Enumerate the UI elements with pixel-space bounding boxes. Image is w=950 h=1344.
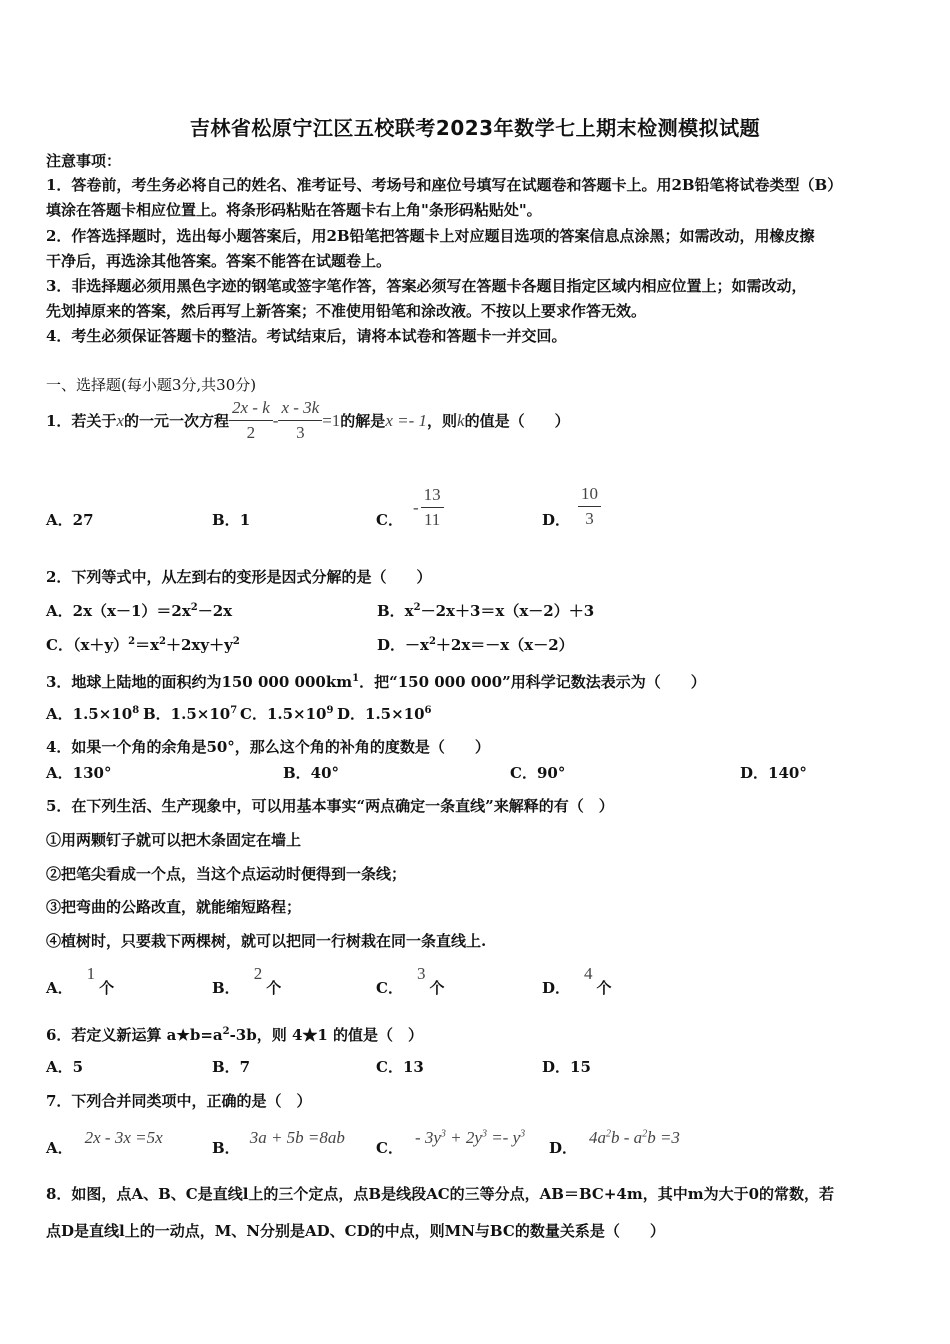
option-c: C．$(x+y)^2=x^2+2xy+y^2$ xyxy=(46,636,240,654)
list-item: ④植树时，只要栽下两棵树，就可以把同一行树栽在同一条直线上. xyxy=(46,932,487,950)
list-item: ①用两颗钉子就可以把木条固定在墙上 xyxy=(46,831,302,849)
question-8-line: 点D是直线l上的一动点，M、N分别是AD、CD的中点，则MN与BC的数量关系是（ ） xyxy=(46,1222,665,1240)
question-2-stem: 2．下列等式中，从左到右的变形是因式分解的是（ ） xyxy=(46,568,432,586)
notice-line: 先划掉原来的答案，然后再写上新答案；不准使用铅笔和涂改液。不按以上要求作答无效。 xyxy=(46,302,647,320)
option-b: B． 2 个 xyxy=(212,964,282,997)
option-c: C．90° xyxy=(510,764,566,782)
option-b: B．40° xyxy=(283,764,340,782)
section-heading: 一、选择题(每小题3分,共30分) xyxy=(46,376,257,394)
notice-line: 3．非选择题必须用黑色字迹的钢笔或签字笔作答，答案必须写在答题卡各题目指定区域内相应位置上；如需改动， xyxy=(46,277,807,295)
question-3-stem: 3．地球上陆地的面积约为150 000 $000km^1$．把“150 000 000”用科学记数法表示为（ ） xyxy=(46,673,706,691)
notice-heading: 注意事项： xyxy=(46,152,122,170)
option-c: C． - $3y^3 + 2y^3 =- y^3$ xyxy=(376,1128,526,1157)
notice-line: 2．作答选择题时，选出每小题答案后，用2B铅笔把答题卡上对应题目选项的答案信息点涂黑；如需改动，用橡皮擦 xyxy=(46,227,815,245)
option-a: A．$2x(x-1)=2x^2-2x$ xyxy=(46,602,233,620)
option-d: D． 4 个 xyxy=(542,964,612,997)
fraction: $\frac{2x - k}{2}$ xyxy=(229,398,273,443)
question-5-stem: 5．在下列生活、生产现象中，可以用基本事实“两点确定一条直线”来解释的有（ ） xyxy=(46,797,614,815)
option-a: A．130° xyxy=(46,764,112,782)
question-6-stem: 6．若定义新运算 $a★b=a^2-3b$，则 4★1 的值是（ ） xyxy=(46,1026,424,1044)
option-c: C．13 xyxy=(376,1058,424,1076)
option-d: D． $4a^2b - a^2b =3$ xyxy=(549,1128,680,1157)
fraction: $\frac{13}{11}$ xyxy=(421,485,444,530)
option-b: B．7 xyxy=(212,1058,251,1076)
option-b: B．1 xyxy=(212,511,251,529)
notice-line: 1．答卷前，考生务必将自己的姓名、准考证号、考场号和座位号填写在试题卷和答题卡上。用2B铅笔将试卷类型（B） xyxy=(46,176,843,194)
option-b: B．$x^2-2x+3=x(x-2)+3$ xyxy=(377,602,595,620)
page-title: 吉林省松原宁江区五校联考2023年数学七上期末检测模拟试题 xyxy=(189,116,761,140)
notice-line: 4．考生必须保证答题卡的整洁。考试结束后，请将本试卷和答题卡一并交回。 xyxy=(46,327,567,345)
option-d: D．$1.5\times 10^6$ xyxy=(337,705,432,723)
option-d: D． $\frac{10}{3}$ xyxy=(542,483,601,530)
option-a: A． 2x - 3x =5x xyxy=(46,1128,163,1157)
option-a: A．$1.5\times 10^8$ xyxy=(46,705,140,723)
question-4-stem: 4．如果一个角的余角是50°，那么这个角的补角的度数是（ ） xyxy=(46,738,490,756)
option-b: B．$1.5\times 10^7$ xyxy=(143,705,238,723)
notice-line: 填涂在答题卡相应位置上。将条形码粘贴在答题卡右上角"条形码粘贴处"。 xyxy=(46,201,542,219)
question-8-line: 8．如图，点A、B、C是直线l上的三个定点，点B是线段AC的三等分点，AB＝BC+4m，其中m为大于0的常数，若 xyxy=(46,1185,835,1203)
option-a: A．27 xyxy=(46,511,94,529)
option-a: A． 1 个 xyxy=(46,964,115,997)
option-d: D．15 xyxy=(542,1058,591,1076)
option-c: C．$1.5\times 10^9$ xyxy=(240,705,334,723)
option-d: D．$-x^2+2x=-x(x-2)$ xyxy=(377,636,574,654)
list-item: ②把笔尖看成一个点，当这个点运动时便得到一条线； xyxy=(46,865,407,883)
option-b: B． 3a + 5b =8ab xyxy=(212,1128,345,1157)
option-c: C． 3 个 xyxy=(376,964,445,997)
list-item: ③把弯曲的公路改直，就能缩短路程； xyxy=(46,898,302,916)
question-1-stem: 1．若关于 x 的一元一次方程 $\frac{2x - k}{2}$ - $\frac{x - 3k}{3}$ =1 的解是 x =- 1 ，则 k 的值是（ ） xyxy=(46,398,570,442)
fraction: $\frac{10}{3}$ xyxy=(578,484,601,529)
question-7-stem: 7．下列合并同类项中，正确的是（ ） xyxy=(46,1092,312,1110)
fraction: $\frac{x - 3k}{3}$ xyxy=(278,398,322,443)
notice-line: 干净后，再选涂其他答案。答案不能答在试题卷上。 xyxy=(46,252,392,270)
option-c: C． - $\frac{13}{11}$ xyxy=(376,485,444,530)
option-d: D．140° xyxy=(740,764,807,782)
option-a: A．5 xyxy=(46,1058,84,1076)
